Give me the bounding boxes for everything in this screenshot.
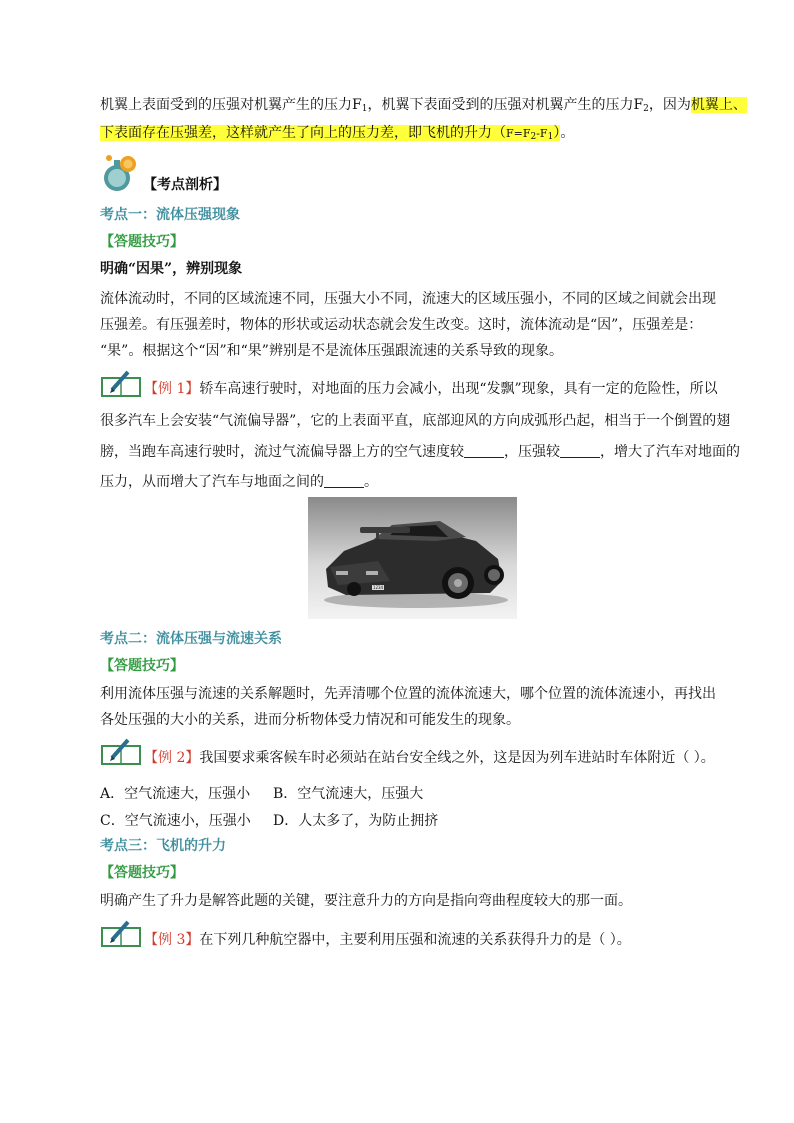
intro-line-2: 下表面存在压强差，这样就产生了向上的压力差，即飞机的升力$(F=F_2-F_1)$。 — [100, 125, 575, 142]
answer-blank[interactable] — [324, 473, 364, 488]
example-3-line: 【例 3】在下列几种航空器中，主要利用压强和流速的关系获得升力的是（ ）。 — [144, 932, 631, 948]
flask-icon — [100, 152, 142, 192]
kp1-paragraph-line: “果”。根据这个“因”和“果”辨别是不是流体压强跟流速的关系导致的现象。 — [100, 343, 563, 359]
kp3-title: 考点三：飞机的升力 — [100, 838, 226, 854]
answer-blank[interactable] — [560, 443, 600, 458]
sports-car-image — [308, 497, 517, 619]
sports-car-drawing — [308, 497, 517, 619]
example-3-tag: 【例 3】 — [144, 932, 200, 948]
kp1-tip: 【答题技巧】 — [100, 234, 184, 250]
kp2-paragraph-line: 各处压强的大小的关系，进而分析物体受力情况和可能发生的现象。 — [100, 712, 520, 728]
lift-formula: $F=F_2-F_1$ — [506, 127, 554, 142]
example-1-line: 压力，从而增大了汽车与地面之间的 。 — [100, 474, 378, 490]
example-2-tag: 【例 2】 — [144, 750, 200, 766]
highlight-text: 机翼上、 — [690, 97, 747, 113]
kp1-title: 考点一：流体压强现象 — [100, 207, 240, 223]
example-1-line: 【例 1】轿车高速行驶时，对地面的压力会减小，出现“发飘”现象，具有一定的危险性，所以 — [144, 381, 718, 397]
license-plate: 1234 — [372, 585, 384, 590]
kp1-subtitle: 明确“因果”，辨别现象 — [100, 261, 243, 277]
intro-line-1: 机翼上表面受到的压强对机翼产生的压力$F_1$，机翼下表面受到的压强对机翼产生的压力$F_2$，因为机翼上、 — [100, 97, 747, 114]
example-1-tag: 【例 1】 — [144, 381, 200, 397]
kp2-title: 考点二：流体压强与流速关系 — [100, 631, 282, 647]
highlight-text: 下表面存在压强差，这样就产生了向上的压力差，即飞机的升力$(F=F_2-F_1)$ — [100, 125, 561, 142]
example-2-line: 【例 2】我国要求乘客候车时必须站在站台安全线之外，这是因为列车进站时车体附近（ ）。 — [144, 750, 715, 766]
kp3-paragraph-line: 明确产生了升力是解答此题的关键，要注意升力的方向是指向弯曲程度较大的那一面。 — [100, 893, 632, 909]
kp1-paragraph-line: 压强差。有压强差时，物体的形状或运动状态就会发生改变。这时，流体流动是“因”，压强差是： — [100, 317, 703, 333]
example-1-line: 很多汽车上会安装“气流偏导器”，它的上表面平直，底部迎风的方向成弧形凸起，相当于一个倒置的翅 — [100, 413, 731, 429]
option-d[interactable]: D．人太多了，为防止拥挤 — [273, 813, 439, 829]
option-c[interactable]: C．空气流速小，压强小 — [100, 813, 251, 829]
notebook-pencil-icon — [100, 370, 142, 398]
option-b[interactable]: B．空气流速大，压强大 — [273, 786, 424, 802]
kp2-paragraph-line: 利用流体压强与流速的关系解题时，先弄清哪个位置的流体流速大，哪个位置的流体流速小，再找出 — [100, 686, 716, 702]
kp2-tip: 【答题技巧】 — [100, 658, 184, 674]
option-a[interactable]: A．空气流速大，压强小 — [100, 786, 251, 802]
answer-blank[interactable] — [464, 443, 504, 458]
kp1-paragraph-line: 流体流动时，不同的区域流速不同，压强大小不同，流速大的区域压强小，不同的区域之间就会出现 — [100, 291, 716, 307]
notebook-pencil-icon — [100, 920, 142, 948]
section-title: 【考点剖析】 — [143, 177, 227, 193]
kp3-tip: 【答题技巧】 — [100, 865, 184, 881]
notebook-pencil-icon — [100, 738, 142, 766]
example-1-line: 膀，当跑车高速行驶时，流过气流偏导器上方的空气速度较 ，压强较 ，增大了汽车对地面的 — [100, 444, 740, 460]
